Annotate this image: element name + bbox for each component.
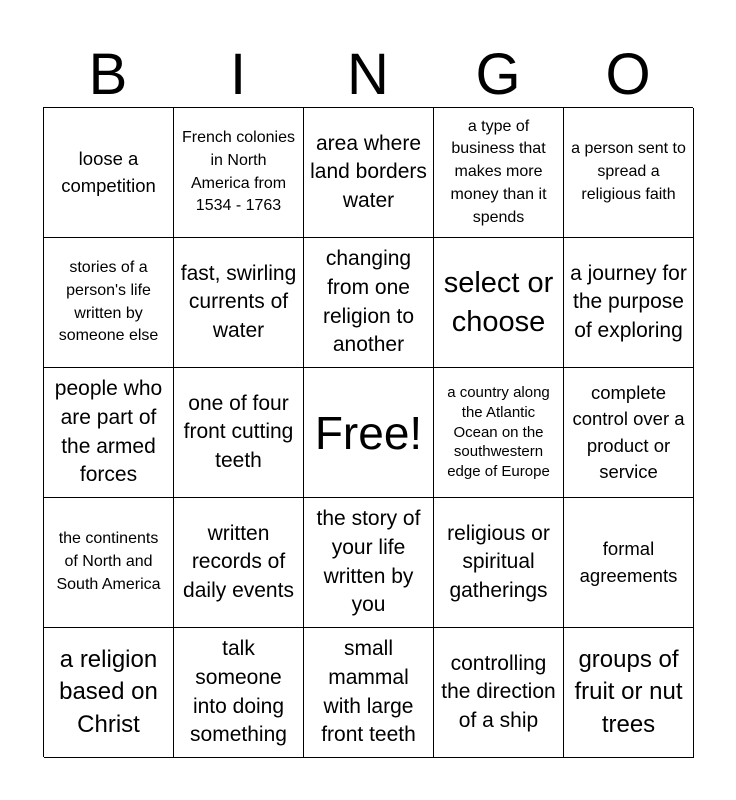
cell-text: controlling the direction of a ship xyxy=(441,651,556,732)
cell-text: select or choose xyxy=(443,266,554,338)
bingo-cell[interactable] xyxy=(434,498,564,628)
cell-text: groups of fruit or nut trees xyxy=(574,645,683,738)
bingo-cell[interactable] xyxy=(564,628,694,758)
bingo-cell[interactable] xyxy=(44,108,174,238)
header-letter-b: B xyxy=(88,42,128,107)
cell-text: a person sent to spread a religious faith xyxy=(571,140,686,203)
bingo-header xyxy=(43,42,693,108)
bingo-cell[interactable] xyxy=(174,108,304,238)
cell-text: French colonies in North America from 1534 - 1763 xyxy=(182,129,295,215)
bingo-cell[interactable] xyxy=(44,368,174,498)
cell-text: changing from one religion to another xyxy=(322,247,415,357)
bingo-cell[interactable] xyxy=(564,498,694,628)
bingo-cell[interactable] xyxy=(304,498,434,628)
cell-text: people who are part of the armed forces xyxy=(54,377,163,487)
bingo-cell[interactable] xyxy=(174,238,304,368)
bingo-cell[interactable] xyxy=(44,498,174,628)
bingo-cell[interactable] xyxy=(44,628,174,758)
header-letter-n: N xyxy=(347,42,389,107)
header-letter-i: I xyxy=(229,42,247,107)
bingo-cell[interactable] xyxy=(304,238,434,368)
cell-text: area where land borders water xyxy=(310,131,427,212)
cell-text: religious or spiritual gatherings xyxy=(447,521,550,602)
bingo-cell[interactable] xyxy=(304,108,434,238)
cell-text: loose a competition xyxy=(61,148,156,196)
bingo-cell[interactable] xyxy=(564,368,694,498)
cell-text: the story of your life written by you xyxy=(316,507,421,617)
free-space-label: Free! xyxy=(314,406,423,459)
bingo-cell[interactable] xyxy=(304,628,434,758)
bingo-cell[interactable] xyxy=(44,238,174,368)
bingo-cell[interactable] xyxy=(564,238,694,368)
header-letter-o: O xyxy=(605,42,651,107)
bingo-cell[interactable] xyxy=(434,368,564,498)
cell-text: talk someone into doing something xyxy=(190,637,287,747)
header-letter-g: G xyxy=(475,42,521,107)
bingo-cell[interactable] xyxy=(434,108,564,238)
cell-text: the continents of North and South America xyxy=(56,530,161,593)
free-space[interactable] xyxy=(304,368,434,498)
cell-text: a journey for the purpose of exploring xyxy=(570,261,687,342)
cell-text: stories of a person's life written by someone else xyxy=(58,259,159,345)
cell-text: fast, swirling currents of water xyxy=(180,261,297,342)
bingo-board xyxy=(43,107,693,757)
bingo-cell[interactable] xyxy=(174,368,304,498)
cell-text: one of four front cutting teeth xyxy=(183,391,294,472)
bingo-cell[interactable] xyxy=(434,238,564,368)
cell-text: small mammal with large front teeth xyxy=(321,637,416,747)
cell-text: written records of daily events xyxy=(183,521,294,602)
cell-text: complete control over a product or service xyxy=(572,382,685,482)
bingo-cell[interactable] xyxy=(564,108,694,238)
cell-text: a country along the Atlantic Ocean on the southwestern edge of Europe xyxy=(447,384,550,481)
bingo-cell[interactable] xyxy=(434,628,564,758)
cell-text: formal agreements xyxy=(579,538,678,586)
cell-text: a type of business that makes more money than it spends xyxy=(450,117,547,226)
cell-text: a religion based on Christ xyxy=(59,645,158,738)
bingo-cell[interactable] xyxy=(174,628,304,758)
bingo-cell[interactable] xyxy=(174,498,304,628)
